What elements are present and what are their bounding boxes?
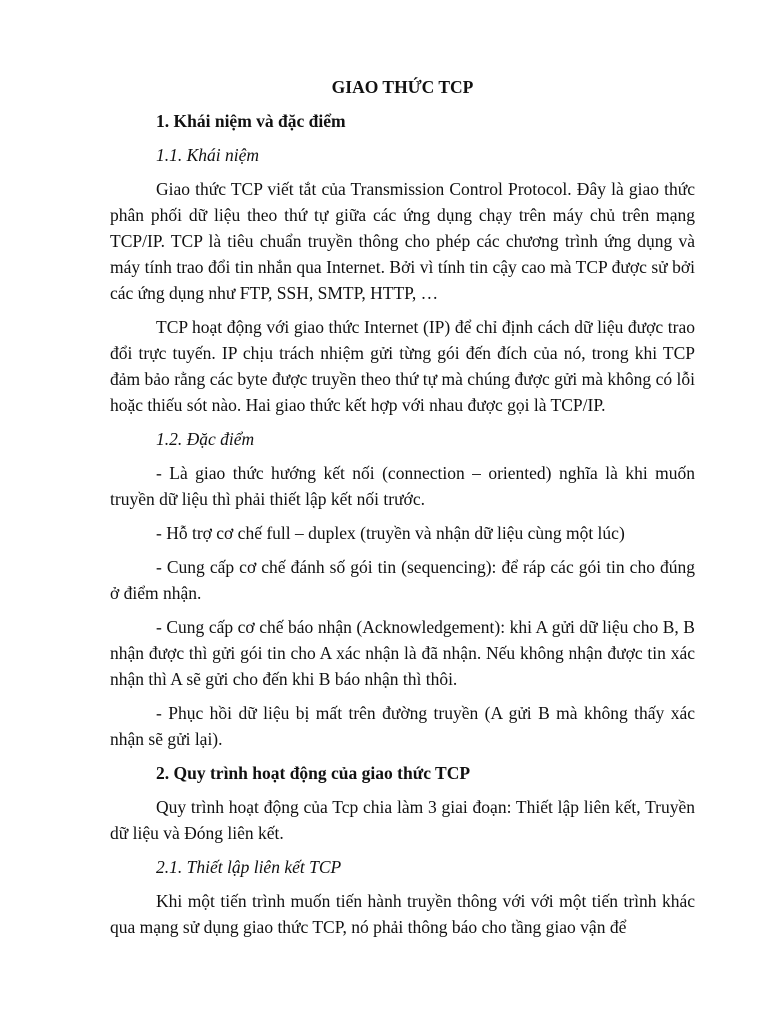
subsection-heading-1-1: 1.1. Khái niệm — [156, 145, 260, 165]
bullet-paragraph: - Cung cấp cơ chế báo nhận (Acknowledgement): khi A gửi dữ liệu cho B, B nhận được thì gửi gói tin cho A xác nhận là đã nhận. Nếu không nhận được tin xác nhận thì A sẽ gửi cho đến khi B báo nhận thì thôi. — [110, 617, 695, 689]
bullet-paragraph: - Cung cấp cơ chế đánh số gói tin (sequencing): để ráp các gói tin cho đúng ở điểm nhận. — [110, 557, 695, 603]
paragraph: TCP hoạt động với giao thức Internet (IP) để chỉ định cách dữ liệu được trao đổi trực tuyến. IP chịu trách nhiệm gửi từng gói đến đích của nó, trong khi TCP đảm bảo rằng các byte được truyền theo thứ tự mà chúng được gửi mà không có lỗi hoặc thiếu sót nào. Hai giao thức kết hợp với nhau được gọi là TCP/IP. — [110, 317, 695, 415]
section-heading-2: 2. Quy trình hoạt động của giao thức TCP — [156, 763, 471, 783]
document-title: GIAO THỨC TCP — [331, 77, 474, 97]
subsection-heading-2-1: 2.1. Thiết lập liên kết TCP — [156, 857, 342, 877]
paragraph: Giao thức TCP viết tắt của Transmission Control Protocol. Đây là giao thức phân phối dữ liệu theo thứ tự giữa các ứng dụng chạy trên máy chủ trên mạng TCP/IP. TCP là tiêu chuẩn truyền thông cho phép các chương trình ứng dụng và máy tính trao đổi tin nhắn qua Internet. Bởi vì tính tin cậy cao mà TCP được sử bởi các ứng dụng như FTP, SSH, SMTP, HTTP, … — [110, 179, 695, 303]
bullet-paragraph: - Là giao thức hướng kết nối (connection – oriented) nghĩa là khi muốn truyền dữ liệu thì phải thiết lập kết nối trước. — [110, 463, 695, 509]
bullet-paragraph: - Phục hồi dữ liệu bị mất trên đường truyền (A gửi B mà không thấy xác nhận sẽ gửi lại). — [110, 703, 695, 749]
paragraph: Quy trình hoạt động của Tcp chia làm 3 giai đoạn: Thiết lập liên kết, Truyền dữ liệu và Đóng liên kết. — [110, 797, 695, 843]
bullet-paragraph: - Hỗ trợ cơ chế full – duplex (truyền và nhận dữ liệu cùng một lúc) — [156, 523, 625, 543]
paragraph: Khi một tiến trình muốn tiến hành truyền thông với với một tiến trình khác qua mạng sử dụng giao thức TCP, nó phải thông báo cho tầng giao vận để — [110, 891, 695, 937]
subsection-heading-1-2: 1.2. Đặc điểm — [156, 429, 255, 449]
section-heading-1: 1. Khái niệm và đặc điểm — [156, 111, 346, 131]
